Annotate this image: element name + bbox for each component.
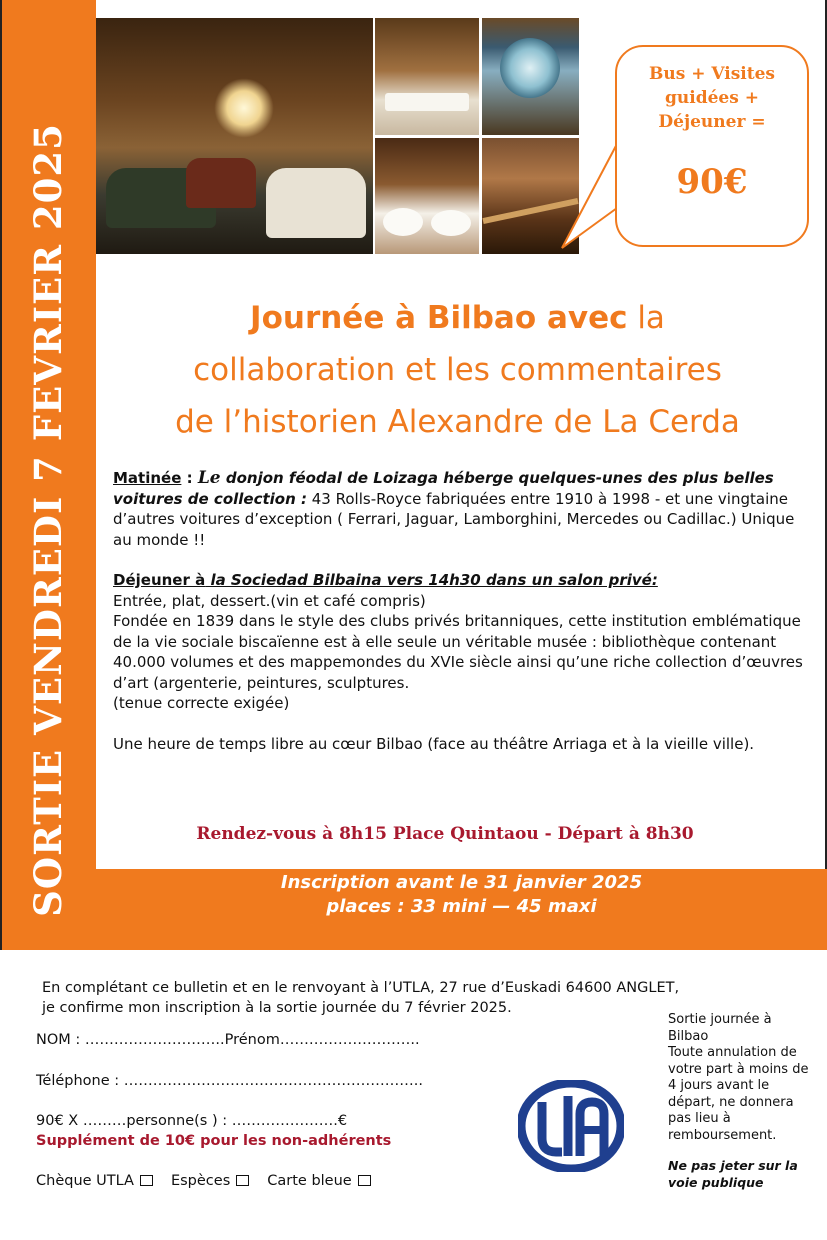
table-shape [431,210,471,236]
table-shape [385,93,469,111]
dome-shape [500,38,560,98]
utla-logo-icon [518,1080,624,1172]
especes-checkbox[interactable] [236,1175,249,1186]
registration-deadline: Inscription avant le 31 janvier 2025 [280,872,643,893]
headline-rest: la [627,300,665,336]
left-border-line [0,0,2,950]
dejeuner-heading [113,570,803,591]
table-shape [383,208,423,236]
cancellation-note [668,1012,820,1191]
payment-especes-label: Espèces [170,1173,231,1189]
matinee-sep: : [181,469,198,487]
program-body [113,468,803,754]
cheque-checkbox[interactable] [140,1175,153,1186]
dejeuner-label: Déjeuner à [113,571,206,589]
photo-car-collection-hall [96,18,373,254]
dejeuner-menu: Entrée, plat, dessert.(vin et café compris) [113,591,426,610]
bubble-line: guidées + [665,88,759,108]
headline-line: de l’historien Alexandre de La Cerda [175,404,740,440]
payment-cheque-label: Chèque UTLA [36,1173,134,1189]
dejeuner-label-italic: la Sociedad Bilbaina vers 14h30 dans un salon privé: [205,571,658,589]
phone-field[interactable]: Téléphone : …………………………………………………….. [36,1073,423,1089]
payment-carte-label: Carte bleue [267,1173,352,1189]
carte-checkbox[interactable] [358,1175,371,1186]
car-shape [186,158,256,208]
persons-price-field[interactable]: 90€ X ………personne(s ) : ………………….€ [36,1113,348,1129]
matinee-label: Matinée [113,469,182,487]
note-text: Toute annulation de votre part à moins de 4 jours avant le départ, ne donnera pas lieu à remboursement. [668,1045,809,1143]
free-time-paragraph: Une heure de temps libre au cœur Bilbao (face au théâtre Arriaga et à la vieille ville). [113,734,755,753]
name-field[interactable]: NOM : ………………………..Prénom……………………….. [36,1032,420,1048]
bubble-text [615,62,809,134]
supplement-note: Supplément de 10€ pour les non-adhérents [36,1133,392,1149]
headline-bold: Journée à Bilbao avec [250,300,628,336]
form-intro-line: En complétant ce bulletin et en le renvoyant à l’UTLA, 27 rue d’Euskadi 64600 ANGLET, [42,980,680,996]
matinee-text: 43 Rolls-Royce fabriquées entre 1910 à 1998 - et une vingtaine d’autres voitures d’exception ( Ferrari, Jaguar, Lamborghini, Mercedes ou Cadillac.) Unique au monde !! [113,489,795,549]
meeting-point: Rendez-vous à 8h15 Place Quintaou - Départ à 8h30 [196,824,694,844]
page-headline [100,292,815,448]
bubble-line: Bus + Visites [649,64,775,84]
registration-band-text [96,871,827,919]
note-warning: Ne pas jeter sur la voie publique [668,1158,798,1190]
photo-glass-dome [482,18,579,135]
payment-options [36,1171,389,1191]
places-limits: places : 33 mini — 45 maxi [326,896,597,917]
bubble-price: 90€ [676,162,748,202]
headline-line: collaboration et les commentaires [193,352,722,388]
bubble-line: Déjeuner = [658,112,766,132]
photo-restaurant-room [375,138,479,254]
note-title: Bilbao [668,1028,709,1044]
dejeuner-description: Fondée en 1839 dans le style des clubs privés britanniques, cette institution emblématique de la vie sociale biscaïenne est à elle seule un véritable musée : bibliothèque contenant 40.000 volumes et des mappemondes du XVIe siècle ainsi qu’une riche collection d’œuvres d’art (argenterie, peintures, sculptures. [113,612,803,692]
side-vertical-title: SORTIE VENDREDI 7 FEVRIER 2025 [26,123,70,917]
photo-dining-hall [375,18,479,135]
matinee-lead: Le [197,468,221,488]
form-intro-line: je confirme mon inscription à la sortie journée du 7 février 2025. [42,1000,512,1016]
dejeuner-dress-note: (tenue correcte exigée) [113,694,290,712]
note-title: Sortie journée à [668,1012,772,1027]
car-shape [266,168,366,238]
matinee-paragraph [113,468,803,550]
matinee-bold-text: donjon féodal de Loizaga héberge quelques-unes des plus belles voitures de collection : [113,469,774,508]
chandelier-shape [214,78,274,138]
